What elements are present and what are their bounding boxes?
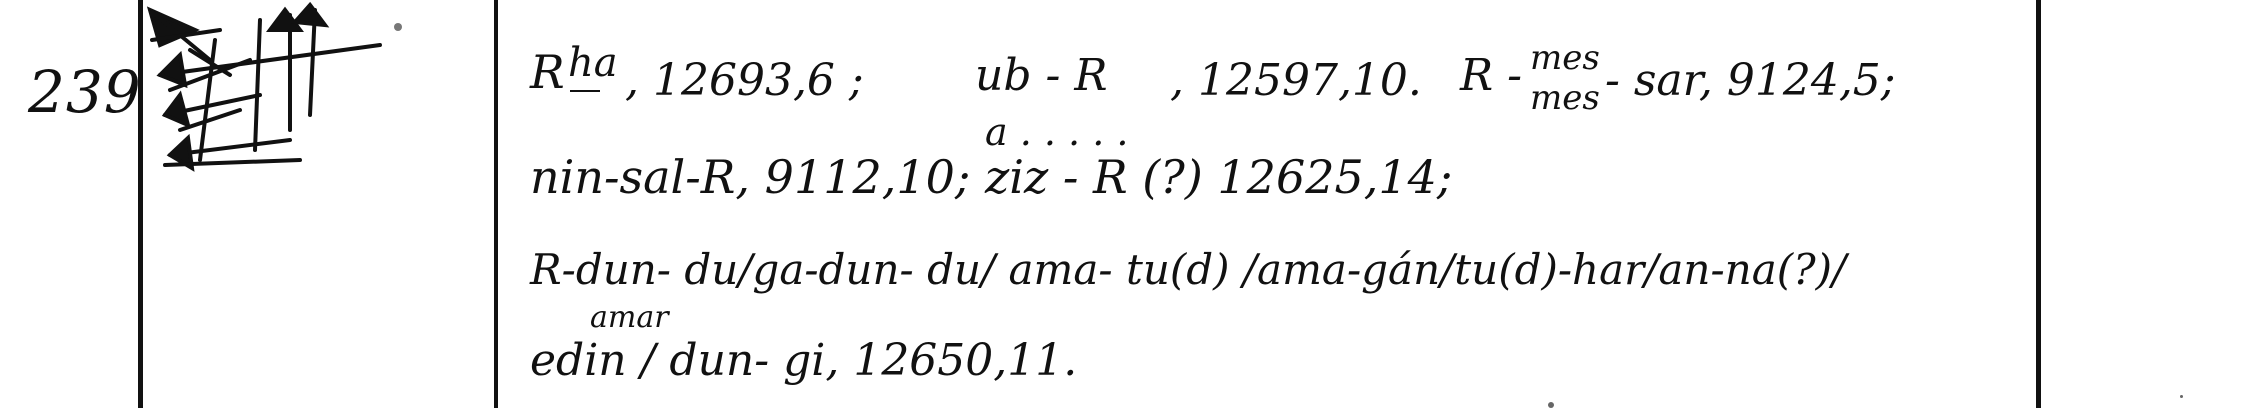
entry-number: 239 bbox=[28, 58, 142, 126]
ink-speck bbox=[2180, 395, 2183, 398]
amar-superscript: amar bbox=[590, 300, 669, 335]
ha-superscript: ha bbox=[568, 40, 618, 86]
rule-line-right bbox=[2036, 0, 2041, 408]
sar-ref: - sar, 9124,5; bbox=[1605, 55, 1896, 106]
r-sign: R bbox=[530, 45, 565, 99]
ub-r: ub - R bbox=[975, 50, 1108, 101]
cuneiform-sign-drawing bbox=[140, 0, 500, 200]
transliteration-text bbox=[530, 0, 2030, 408]
ref-12693: , 12693,6 ; bbox=[625, 55, 864, 106]
ink-speck bbox=[1548, 402, 1554, 408]
text-line-3: R-dun- du/ga-dun- du/ ama- tu(d) /ama-gán/tu(d)-har/an-na(?)/ bbox=[530, 245, 1847, 294]
text-line-4: edin / dun- gi, 12650,11. bbox=[530, 335, 1078, 386]
ref-12597: , 12597,10. bbox=[1170, 55, 1422, 106]
mes-top: mes bbox=[1530, 38, 1600, 78]
text-line-1 bbox=[530, 45, 565, 99]
text-line-2: nin-sal-R, 9112,10; ziz - R (?) 12625,14; bbox=[530, 150, 1453, 204]
mes-bottom: mes bbox=[1530, 78, 1600, 118]
r-dash: R - bbox=[1460, 50, 1522, 101]
ha-underline bbox=[570, 90, 600, 92]
a-ellipsis: a . . . . . bbox=[985, 110, 1129, 154]
